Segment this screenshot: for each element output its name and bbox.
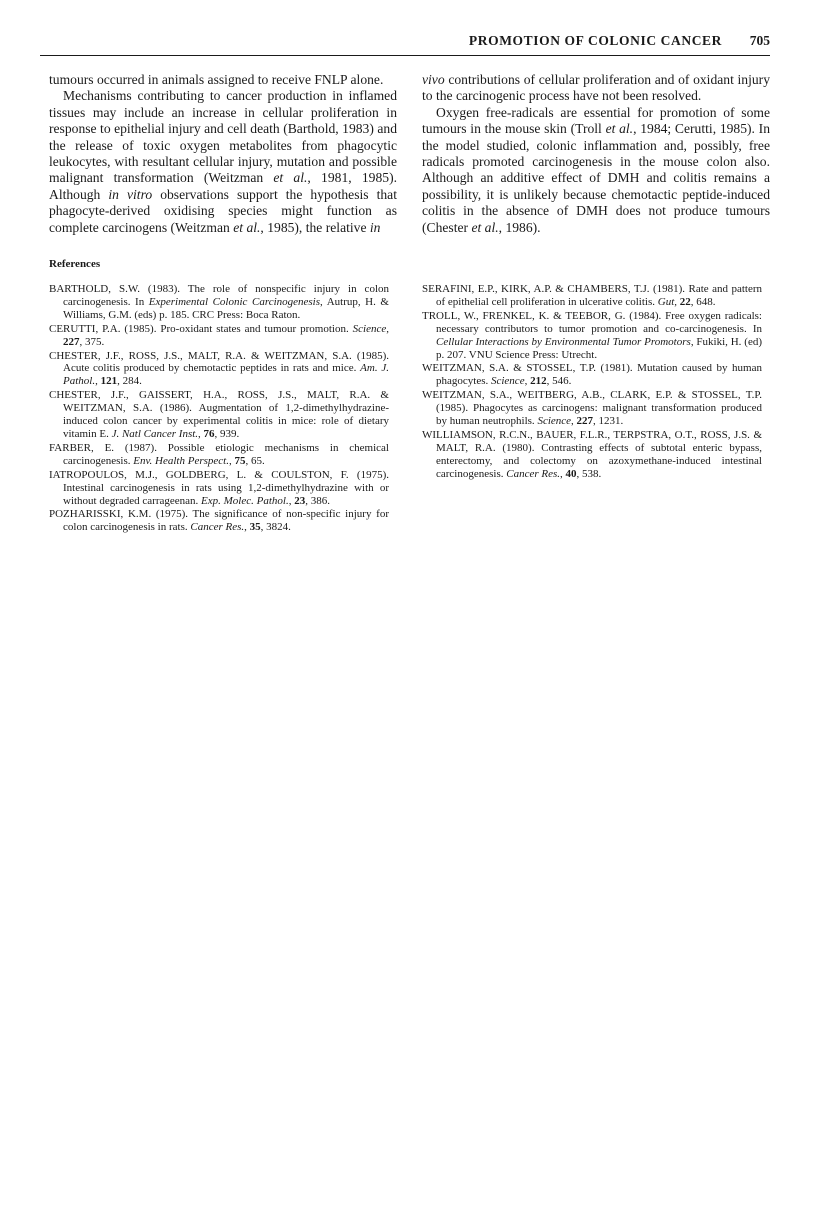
paragraph: vivo contributions of cellular proliferation and of oxidant injury to the carcinogenic process have not been resolved. bbox=[422, 72, 770, 104]
reference-item: IATROPOULOS, M.J., GOLDBERG, L. & COULSTON, F. (1975). Intestinal carcinogenesis in rats using 1,2-dimethylhydrazine with or without degraded carrageenan. Exp. Molec. Pathol., 23, 386. bbox=[49, 468, 389, 507]
running-title: PROMOTION OF COLONIC CANCER bbox=[468, 33, 722, 48]
references-column-left bbox=[49, 283, 389, 535]
reference-item: WEITZMAN, S.A. & STOSSEL, T.P. (1981). Mutation caused by human phagocytes. Science, 212, 546. bbox=[422, 362, 762, 388]
paragraph: Mechanisms contributing to cancer production in inflamed tissues may include an increase in cellular proliferation in response to epithelial injury and cell death (Barthold, 1983) and the release of toxic oxygen metabolites from phagocytic leukocytes, with resultant cellular injury, mutation and possible malignant transformation (Weitzman et al., 1981, 1985). Although in vitro observations support the hypothesis that phagocyte-derived oxidising species might function as complete carcinogens (Weitzman et al., 1985), the relative in bbox=[49, 88, 397, 235]
reference-item: CERUTTI, P.A. (1985). Pro-oxidant states and tumour promotion. Science, 227, 375. bbox=[49, 322, 389, 348]
paragraph: tumours occurred in animals assigned to receive FNLP alone. bbox=[49, 72, 384, 87]
page-number: 705 bbox=[749, 33, 770, 48]
body-column-left bbox=[49, 72, 397, 236]
references-column-right bbox=[422, 283, 762, 482]
references-heading: References bbox=[49, 258, 101, 270]
reference-item: CHESTER, J.F., GAISSERT, H.A., ROSS, J.S., MALT, R.A. & WEITZMAN, S.A. (1986). Augmentation of 1,2-dimethylhydrazine-induced colon cancer by experimental colitis in mice: role of dietary vitamin E. J. Natl Cancer Inst., 76, 939. bbox=[49, 389, 389, 440]
reference-item: POZHARISSKI, K.M. (1975). The significance of non-specific injury for colon carcinogenesis in rats. Cancer Res., 35, 3824. bbox=[49, 508, 389, 534]
reference-item: BARTHOLD, S.W. (1983). The role of nonspecific injury in colon carcinogenesis. In Experimental Colonic Carcinogenesis, Autrup, H. & Williams, G.M. (eds) p. 185. CRC Press: Boca Raton. bbox=[49, 283, 389, 321]
reference-item: TROLL, W., FRENKEL, K. & TEEBOR, G. (1984). Free oxygen radicals: necessary contributors to tumor promotion and co-carcinogenesis. In Cellular Interactions by Environmental Tumor Promotors, Fukiki, H. (ed) p. 207. VNU Science Press: Utrecht. bbox=[422, 309, 762, 361]
running-header bbox=[40, 33, 770, 56]
reference-item: WEITZMAN, S.A., WEITBERG, A.B., CLARK, E.P. & STOSSEL, T.P. (1985). Phagocytes as carcinogens: malignant transformation produced by human neutrophils. Science, 227, 1231. bbox=[422, 389, 762, 428]
reference-item: CHESTER, J.F., ROSS, J.S., MALT, R.A. & WEITZMAN, S.A. (1985). Acute colitis produced by chemotactic peptides in rats and mice. Am. J. Pathol., 121, 284. bbox=[49, 349, 390, 388]
paragraph: Oxygen free-radicals are essential for promotion of some tumours in the mouse skin (Troll et al., 1984; Cerutti, 1985). In the model studied, colonic inflammation and, possibly, free radicals promoted carcinogenesis in the mouse colon also. Although an additive effect of DMH and colitis remains a possibility, it is unlikely because chemotactic peptide-induced colitis in the absence of DMH does not produce tumours (Chester et al., 1986). bbox=[422, 104, 771, 235]
reference-item: WILLIAMSON, R.C.N., BAUER, F.L.R., TERPSTRA, O.T., ROSS, J.S. & MALT, R.A. (1980). Contrasting effects of subtotal enteric bypass, enterectomy, and colectomy on azoxymethane-induced intestinal carcinogenesis. Cancer Res., 40, 538. bbox=[422, 428, 762, 480]
reference-item: FARBER, E. (1987). Possible etiologic mechanisms in chemical carcinogenesis. Env. Health Perspect., 75, 65. bbox=[49, 441, 389, 467]
reference-item: SERAFINI, E.P., KIRK, A.P. & CHAMBERS, T.J. (1981). Rate and pattern of epithelial cell proliferation in ulcerative colitis. Gut, 22, 648. bbox=[422, 283, 762, 308]
body-column-right bbox=[422, 72, 770, 236]
